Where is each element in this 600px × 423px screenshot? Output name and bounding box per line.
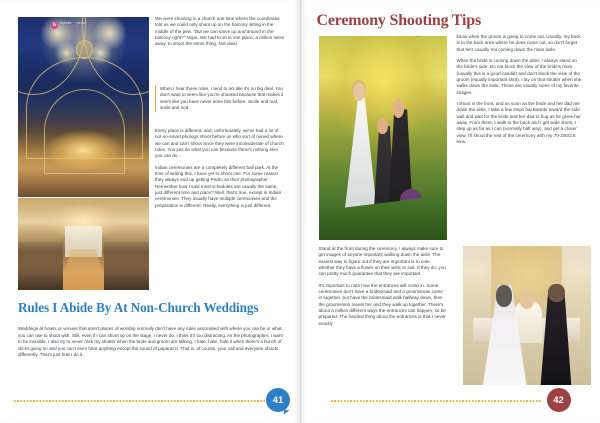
photographer-watermark bbox=[51, 22, 87, 29]
right-page-column-left bbox=[319, 246, 447, 327]
paragraph-non-church: Weddings at hotels or venues that aren't places of worship normally don't have any rules associated with where you can be or what you can use to shoot with. Still, even if I can shoot up on the stage, I never do. I think it's too distracting. As the photographer, I want to be invisible. I also try to never click my shutter when the bride and groom are talking. I hate, hate, hate it when there's a bunch of clicks going on and you can't even hear anything except the sound of paparazzi. That is, of course, your call and everyone shoots differently. That's just how I do it. bbox=[18, 326, 283, 357]
right-page-column-right bbox=[457, 34, 585, 146]
ceremony-congregation-photo bbox=[18, 198, 149, 290]
bride-head bbox=[353, 83, 365, 101]
outdoor-couple-photo bbox=[319, 36, 447, 240]
logo-monogram-icon: b bbox=[51, 22, 58, 29]
bride-hair bbox=[496, 285, 513, 307]
paragraph-stand-at-front: Stand at the front during the ceremony. I always make sure to get images of anyone important walking down the aisle. The easiest way to figure out if they are important is to note whether they have a flower on their wrist or suit. If they do, you can pretty much guarantee that they are important. bbox=[318, 246, 446, 277]
paragraph-groom-entrance: know when the groom is going to come out. Usually, my back is to the back area where he does come out, so don't forget that he's usually not coming down the main aisle. bbox=[456, 34, 581, 52]
logo-wordmark: brooke + pedro bbox=[60, 21, 87, 26]
footer-rule-left bbox=[14, 400, 270, 402]
paragraph-bride-aisle: When the bride is coming down the aisle, I always stand on the bride's side. Do not block the view of the bride's mom (usually this is a good candid) and don't block the view of the groom (equally important shot). I lay on that shutter when she walks down the aisle. Those are usually some of my favorite images. bbox=[456, 58, 582, 95]
vault-arc-4 bbox=[44, 89, 125, 174]
paragraph-shooting-positions: I shoot in the front, and as soon as the bride and her dad are down the aisle, I take a few steps backwards toward the side wall and wait for the bride and her dad to hug as he gives her away. From there, I walk to the back and I get wide shots, I step up as far as I can (normally half way), and get a closer view. I'll shoot the rest of the ceremony with my 70-200/2.8 lens. bbox=[456, 101, 581, 145]
section-heading-rules: Rules I Abide By At Non-Church Weddings bbox=[18, 300, 259, 315]
paragraph-indian-ceremonies: Indian ceremonies are a completely different ball park. At the time of writing this, I have yet to shoot one. For some reason they always end up getting Pedro as their photographer. Remember how I said most schedules are usually the same, just different time and place? Well, that's true, except in Indian ceremonies. They usually have multiple ceremonies and the preparation is different. Really, everything is just different. bbox=[155, 164, 282, 208]
altar-ceremony-photo bbox=[463, 246, 591, 385]
priest-head bbox=[520, 292, 534, 309]
paragraph-every-place: Every place is different, and, unfortunately, we've had a lot of not-so-smart photogs shoot before us who sort of ruined where we can and can't shoot since they were inconsiderate of church rules. You just do what you can because there's nothing else you can do. bbox=[155, 128, 284, 159]
church-interior-photo bbox=[18, 17, 149, 197]
groom-head bbox=[393, 99, 405, 117]
pull-quote-text: When I hear these rules, I tend to act like it's no big deal. You don't want to seem like you're shocked because that makes it seem like you have never done this before. Smile and nod, smile and nod. bbox=[160, 86, 284, 111]
left-page-column bbox=[155, 16, 285, 48]
left-page-column-2 bbox=[155, 128, 285, 209]
paragraph-balcony: We were shooting in a church one time where the coordinator told us we could only shoot up on the balcony sitting in the middle of the pew. "But we can move up and around in the balcony right?" Nope. We had to sit in one place, a million miles away, to shoot the entire thing. Not ideal. bbox=[155, 16, 285, 47]
page-number-right: 42 bbox=[547, 388, 571, 412]
logo-tagline: PHOTOGRAPHY bbox=[60, 26, 88, 29]
page-number-left: 41 bbox=[266, 388, 290, 412]
section-heading-ceremony-tips: Ceremony Shooting Tips bbox=[316, 12, 482, 29]
guests-left bbox=[18, 242, 63, 290]
second-groom-head bbox=[377, 118, 387, 134]
pull-quote bbox=[155, 86, 286, 112]
groom-back-head bbox=[548, 284, 565, 302]
footer-rule-right bbox=[331, 400, 541, 402]
guests-right bbox=[104, 242, 149, 290]
section-body-rules bbox=[18, 326, 283, 359]
paragraph-entrances: It's important to note how the entrances will come in. Some ceremonies don't have a bridesmaid and a groomsman come in together, but have the bridesmaid walk halfway down, then the groomsmen meets her and they walk up together. There's about a million different ways the entrances can happen, so be prepared. The hardest thing about the entrances is that I never exactly bbox=[318, 282, 446, 326]
right-page bbox=[301, 0, 600, 423]
ceiling-medallion bbox=[76, 40, 94, 58]
